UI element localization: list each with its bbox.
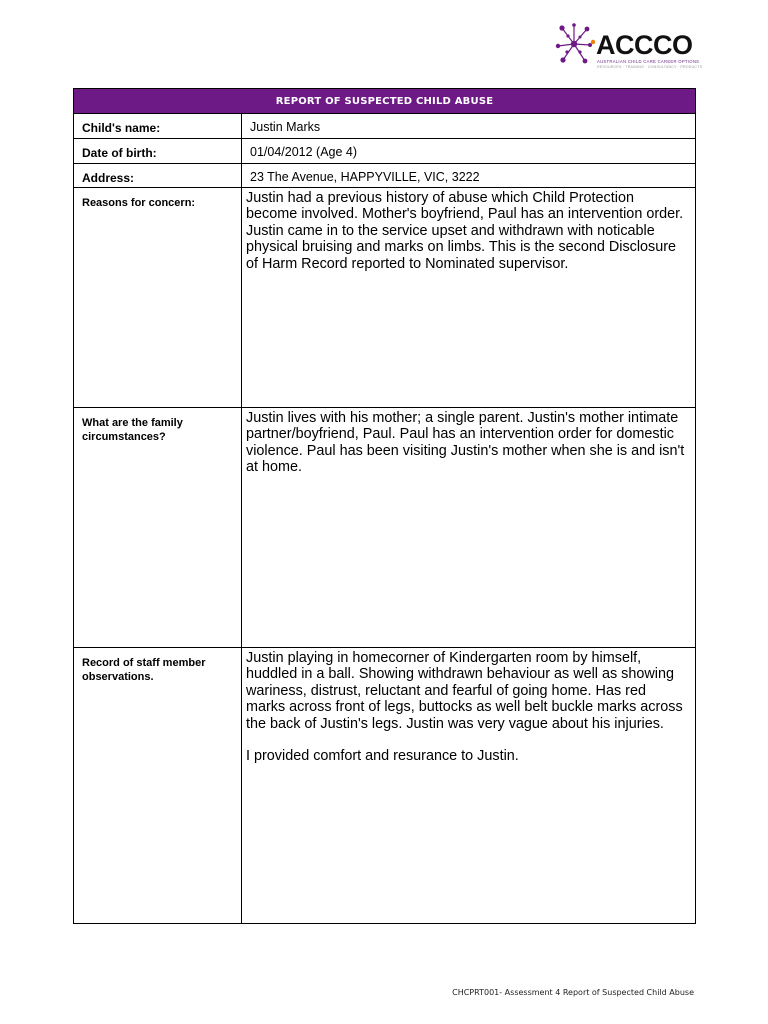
address-value: 23 The Avenue, HAPPYVILLE, VIC, 3222	[242, 164, 696, 188]
address-label: Address:	[74, 164, 242, 188]
family-text: Justin lives with his mother; a single parent. Justin's mother intimate partner/boyfriend, Paul. Paul has an intervention order for domestic violence. Paul has been visiting Justin's mother when she is and isn't at home.	[246, 410, 685, 476]
observations-text-1: Justin playing in homecorner of Kindergarten room by himself, huddled in a ball. Showing withdrawn behaviour as well as showing wariness, distrust, reluctant and fearful of going home. Has red marks across front of legs, buttocks as well belt buckle marks across the back of Justin's legs. Justin was very vague about his injuries.	[246, 650, 683, 732]
observations-value	[242, 648, 696, 924]
observations-text-2: I provided comfort and resurance to Justin.	[246, 748, 519, 765]
child-name-value: Justin Marks	[242, 114, 696, 139]
family-value	[242, 408, 696, 648]
reasons-label: Reasons for concern:	[74, 188, 242, 408]
dob-row	[74, 139, 696, 164]
address-row	[74, 164, 696, 188]
accco-logo-icon	[553, 22, 595, 66]
reasons-text: Justin had a previous history of abuse which Child Protection become involved. Mother's boyfriend, Paul has an intervention order. Justin came in to the service upset and withdrawn with noticable physical bruising and marks on limbs. This is the second Disclosure of Harm Record reported to Nominated supervisor.	[246, 190, 684, 272]
observations-label: Record of staff member observations.	[74, 648, 242, 924]
report-form	[73, 88, 696, 924]
family-row	[74, 408, 696, 648]
child-name-row	[74, 114, 696, 139]
observations-row	[74, 648, 696, 924]
logo-subtagline: RESOURCES · TRAINING · CONSULTANCY · PRODUCTS	[597, 65, 703, 69]
report-header-row	[74, 89, 696, 114]
report-title: REPORT OF SUSPECTED CHILD ABUSE	[74, 89, 696, 114]
reasons-row	[74, 188, 696, 408]
reasons-value	[242, 188, 696, 408]
child-name-label: Child's name:	[74, 114, 242, 139]
page-footer: CHCPRT001- Assessment 4 Report of Suspected Child Abuse	[452, 988, 694, 997]
logo-tagline: AUSTRALIAN CHILD CARE CAREER OPTIONS	[597, 59, 700, 64]
dob-label: Date of birth:	[74, 139, 242, 164]
logo-wordmark: ACCCO	[596, 30, 693, 60]
family-label: What are the family circumstances?	[74, 408, 242, 648]
accco-logo	[553, 22, 703, 78]
dob-value: 01/04/2012 (Age 4)	[242, 139, 696, 164]
